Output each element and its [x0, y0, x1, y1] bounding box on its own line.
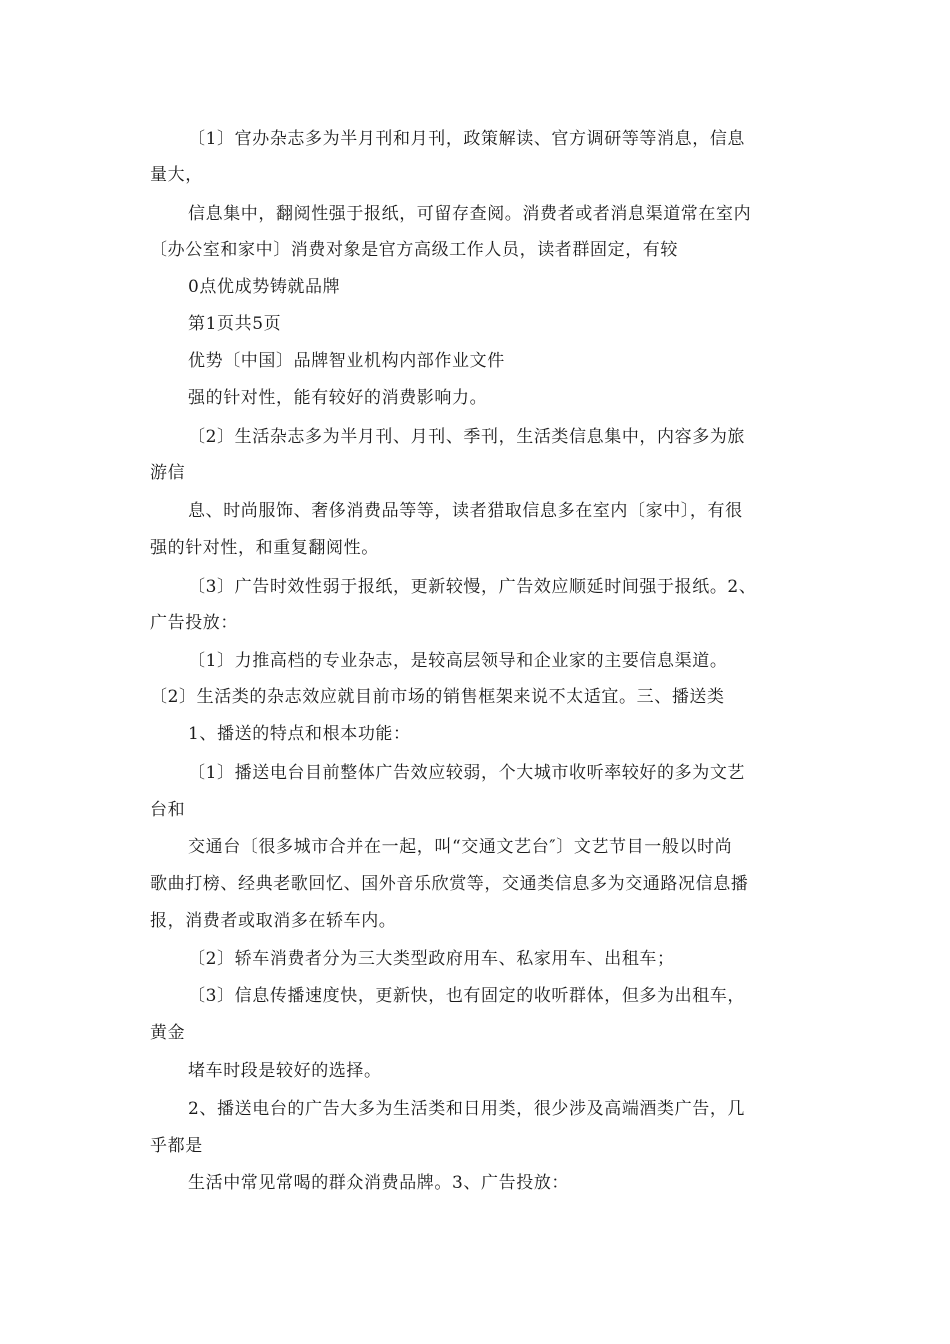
- header-org-title: 优势〔中国〕品牌智业机构内部作业文件: [188, 351, 505, 371]
- text-line: 量大，: [150, 165, 203, 185]
- text-line: 黄金: [150, 1023, 186, 1043]
- text-line: 生活中常见常喝的群众消费品牌。3、广告投放：: [188, 1173, 570, 1193]
- text-line: 强的针对性，能有较好的消费影响力。: [188, 388, 488, 408]
- text-line: 广告投放：: [150, 613, 238, 633]
- text-line: 信息集中，翻阅性强于报纸，可留存查阅。消费者或者消息渠道常在室内: [188, 204, 752, 224]
- text-line: 〔1〕力推高档的专业杂志，是较高层领导和企业家的主要信息渠道。: [188, 651, 728, 671]
- text-line: 堵车时段是较好的选择。: [188, 1061, 382, 1081]
- text-line: 强的针对性，和重复翻阅性。: [150, 538, 379, 558]
- text-line: 乎都是: [150, 1136, 203, 1156]
- text-line: 游信: [150, 463, 186, 483]
- text-line: 交通台〔很多城市合并在一起，叫“交通文艺台″〕文艺节目一般以时尚: [188, 837, 733, 857]
- text-line: 〔2〕生活杂志多为半月刊、月刊、季刊，生活类信息集中，内容多为旅: [188, 427, 746, 447]
- text-line: 〔2〕轿车消费者分为三大类型政府用车、私家用车、出租车；: [188, 949, 675, 969]
- text-line: 〔1〕官办杂志多为半月刊和月刊，政策解读、官方调研等等消息，信息: [188, 129, 746, 149]
- text-line: 报，消费者或取消多在轿车内。: [150, 911, 397, 931]
- footer-slogan: 0点优成势铸就品牌: [188, 277, 341, 297]
- text-line: 歌曲打榜、经典老歌回忆、国外音乐欣赏等，交通类信息多为交通路况信息播: [150, 874, 749, 894]
- text-line: 1、播送的特点和根本功能：: [188, 724, 411, 744]
- text-line: 〔3〕广告时效性弱于报纸，更新较慢，广告效应顺延时间强于报纸。2、: [188, 577, 757, 597]
- page-number: 第1页共5页: [188, 314, 282, 334]
- text-line: 台和: [150, 800, 186, 820]
- text-line: 〔1〕播送电台目前整体广告效应较弱，个大城市收听率较好的多为文艺: [188, 763, 746, 783]
- text-line: 〔2〕生活类的杂志效应就目前市场的销售框架来说不太适宜。三、播送类: [150, 687, 725, 707]
- text-line: 〔办公室和家中〕消费对象是官方高级工作人员，读者群固定，有较: [150, 240, 678, 260]
- text-line: 〔3〕信息传播速度快，更新快，也有固定的收听群体，但多为出租车，: [188, 986, 746, 1006]
- text-line: 2、播送电台的广告大多为生活类和日用类，很少涉及高端酒类广告，几: [188, 1099, 746, 1119]
- text-line: 息、时尚服饰、奢侈消费品等等，读者猎取信息多在室内〔家中〕，有很: [188, 501, 743, 521]
